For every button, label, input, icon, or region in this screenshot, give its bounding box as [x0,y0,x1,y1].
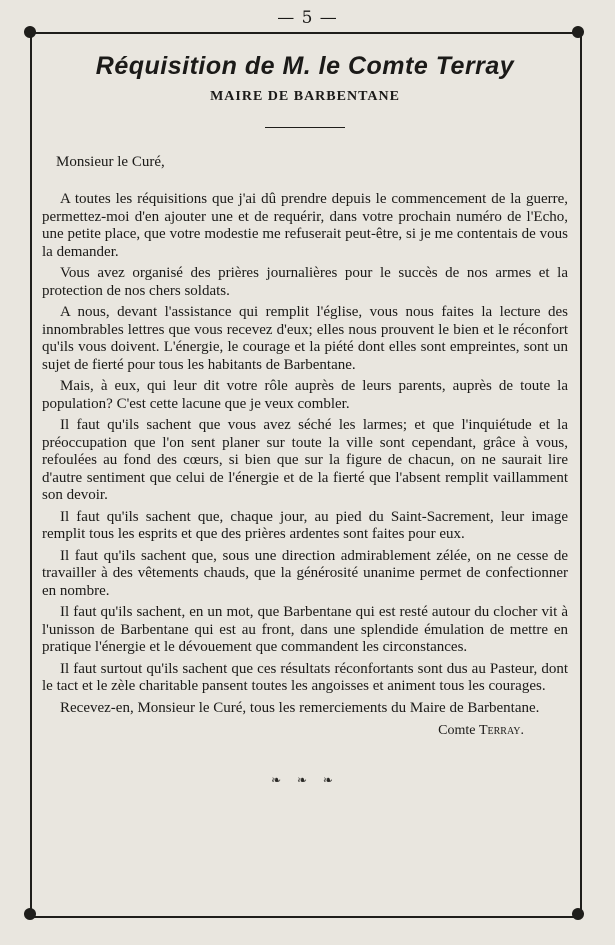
paragraph: Il faut qu'ils sachent, en un mot, que Barbentane qui est resté autour du clocher vit à l'unisson de Barbentane qui est au front, dans une splendide émulation de mettre en pratique l'énergie et le dévouement que commandent les circonstances. [42,604,568,655]
page-number: — 5 — [277,8,338,28]
article-subtitle: MAIRE DE BARBENTANE [210,89,400,104]
signature-prefix: Comte [438,723,476,738]
paragraph: Il faut surtout qu'ils sachent que ces résultats réconfortants sont dus au Pasteur, dont le tact et le zèle charitable pansent toutes les angoisses et animent tous les courages. [42,660,568,694]
article [42,40,568,787]
paragraph: Il faut qu'ils sachent que, chaque jour, au pied du Saint-Sacrement, leur image remplit tous les esprits et que des prières ardentes sont faites pour eux. [42,508,568,542]
title-divider [265,127,345,128]
paragraph: A nous, devant l'assistance qui remplit l'église, vous nous faites la lecture des innombrables lettres que vous recevez d'eux; elles nous prouvent le bien et le réconfort qu'ils vous doivent. L'énergie, le courage et la piété dont elles sont empreintes, sont un sujet de fierté pour tous les habitants de Barbentane. [42,304,568,373]
closing-ornament: ❧ ❧ ❧ [271,773,339,787]
article-title: Réquisition de M. le Comte Terray [95,52,515,80]
paragraph: Recevez-en, Monsieur le Curé, tous les remerciements du Maire de Barbentane. [60,699,540,716]
paragraph: Mais, à eux, qui leur dit votre rôle auprès de leurs parents, auprès de toute la population? C'est cette lacune que je veux combler. [42,378,568,412]
paragraph: Il faut qu'ils sachent que vous avez séché les larmes; et que l'inquiétude et la préoccupation que l'on sent planer sur toute la ville sont cependant, grâce à vous, refoulées au fond des cœurs, si bien que sur la figure de chacun, on ne saurait lire d'autre sentiment que celui de l'énergie et de la fierté que l'absent remplit vaillamment son devoir. [42,417,568,503]
paragraph: A toutes les réquisitions que j'ai dû prendre depuis le commencement de la guerre, permettez-moi d'en ajouter une et de requérir, dans votre prochain numéro de l'Echo, une petite place, que votre modestie me refuserait peut-être, si je me contentais de vous la demander. [42,191,568,260]
salutation: Monsieur le Curé, [56,154,165,170]
letter-body [42,191,568,717]
signature [42,723,524,739]
paragraph: Il faut qu'ils sachent que, sous une direction admirablement zélée, on ne cesse de travailler à des vêtements chauds, que la générosité unanime permet de confectionner en nombre. [42,547,568,599]
signature-name: Terray. [478,723,524,738]
paragraph: Vous avez organisé des prières journalières pour le succès de nos armes et la protection de nos chers soldats. [42,265,568,299]
